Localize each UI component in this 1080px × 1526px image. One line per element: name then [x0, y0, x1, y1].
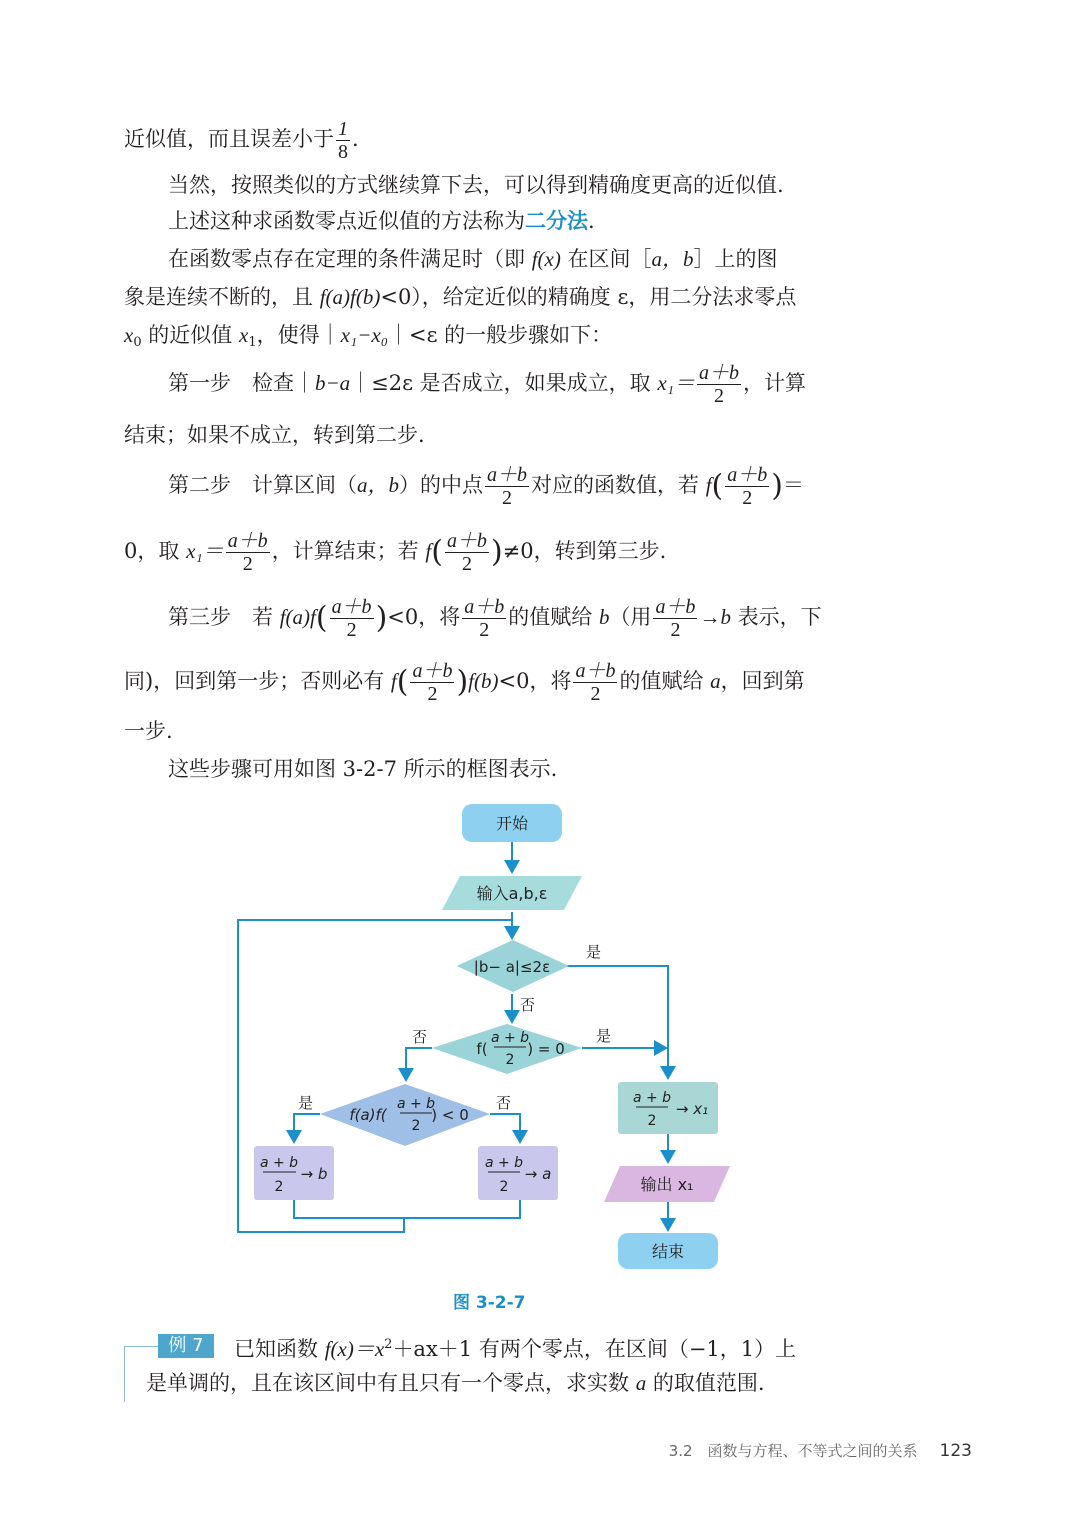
text-line-5: 象是连续不断的，且 f(a)f(b)<0），给定近似的精确度 ε，用二分法求零点 — [124, 285, 797, 309]
assign-a-tail: → a — [524, 1165, 552, 1183]
decision-2-f: f( — [476, 1040, 488, 1058]
step-1-line-1: 第一步 检查｜b−a｜≤2ε 是否成立，如果成立，取 x₁＝ $\frac{a+b}{2}$ ，计算 — [168, 362, 806, 407]
assign-a-den: 2 — [499, 1179, 509, 1195]
no-label-2: 否 — [412, 1028, 428, 1046]
decision-3-tail: ) < 0 — [431, 1106, 469, 1124]
step-3-line-1: 第三步 若 f(a)f( $\frac{a+b}{2}$ )<0，将 $\frac{a+b}{2}$ 的值赋给 b（用 $\frac{a+b}{2}$ →b 表示，下 — [168, 596, 822, 641]
figure-caption: 图 3-2-7 — [453, 1293, 526, 1313]
no-label-1: 否 — [520, 996, 536, 1014]
term-bisection: 二分法 — [525, 208, 588, 233]
assign-b-tail: → b — [300, 1165, 328, 1183]
input-label: 输入a,b,ε — [476, 884, 548, 903]
yes-label-1: 是 — [586, 943, 602, 961]
figure-intro-line: 这些步骤可用如图 3-2-7 所示的框图表示. — [168, 757, 558, 781]
example-line-2: 是单调的，且在该区间中有且只有一个零点，求实数 a 的取值范围. — [146, 1371, 765, 1395]
decision-3-f: f(a)f( — [349, 1106, 387, 1124]
text-line-4: 在函数零点存在定理的条件满足时（即 f(x) 在区间［a，b］上的图 — [168, 247, 778, 271]
text-line-3: 上述这种求函数零点近似值的方法称为二分法. — [168, 208, 595, 233]
assign-b-num: a + b — [259, 1155, 299, 1171]
text-line-1: 近似值，而且误差小于 $\frac{1}{8}$ . — [124, 118, 359, 163]
decision-1-label: |b− a|≤2ε — [473, 958, 551, 976]
page-footer — [669, 1440, 972, 1461]
example-line-1: 已知函数 $f(x)=x^2+ax+1$ 有两个零点，在区间（−1，1）上 — [234, 1337, 797, 1361]
end-label: 结束 — [651, 1242, 685, 1261]
step-3-line-3: 一步. — [124, 719, 173, 743]
decision-2-num: a + b — [490, 1030, 530, 1046]
assign-x1-tail: → x₁ — [675, 1100, 709, 1118]
flowchart-3-2-7 — [220, 800, 760, 1280]
example-rule-horizontal — [124, 1346, 158, 1347]
step-1-line-2: 结束；如果不成立，转到第二步. — [124, 423, 425, 447]
decision-3-num: a + b — [396, 1096, 436, 1112]
decision-3-den: 2 — [411, 1118, 421, 1134]
decision-2-tail: ) = 0 — [527, 1040, 565, 1058]
no-label-3: 否 — [496, 1094, 512, 1112]
page-number: 123 — [939, 1441, 972, 1461]
output-label: 输出 x₁ — [640, 1175, 694, 1194]
assign-a-num: a + b — [484, 1155, 524, 1171]
assign-x1-den: 2 — [647, 1113, 657, 1129]
step-2-line-1: 第二步 计算区间（a，b）的中点 $\frac{a+b}{2}$ 对应的函数值，若 f( $\frac{a+b}{2}$ )＝ — [168, 464, 804, 509]
fraction-one-eighth: $\frac{1}{8}$ — [338, 118, 348, 163]
text: 近似值，而且误差小于 — [124, 127, 334, 151]
yes-label-2: 是 — [596, 1027, 612, 1045]
start-label: 开始 — [495, 814, 529, 833]
decision-2-den: 2 — [505, 1052, 515, 1068]
yes-label-3: 是 — [298, 1094, 314, 1112]
step-3-line-2: 同)，回到第一步；否则必有 f( $\frac{a+b}{2}$ )f(b)<0，将 $\frac{a+b}{2}$ 的值赋给 a，回到第 — [124, 660, 805, 705]
assign-b-den: 2 — [274, 1179, 284, 1195]
example-rule-vertical — [124, 1346, 125, 1402]
step-2-line-2: 0，取 x₁＝ $\frac{a+b}{2}$ ，计算结束；若 f( $\frac{a+b}{2}$ )≠0，转到第三步. — [124, 530, 667, 575]
assign-x1-num: a + b — [632, 1090, 672, 1106]
footer-section-title: 3.2 函数与方程、不等式之间的关系 — [668, 1442, 918, 1460]
text-line-6: $x_0$ 的近似值 $x_1$，使得｜x₁−x₀｜<ε 的一般步骤如下： — [124, 323, 613, 350]
example-tag: 例 7 — [158, 1334, 214, 1358]
text-line-2: 当然，按照类似的方式继续算下去，可以得到精确度更高的近似值. — [168, 173, 784, 197]
